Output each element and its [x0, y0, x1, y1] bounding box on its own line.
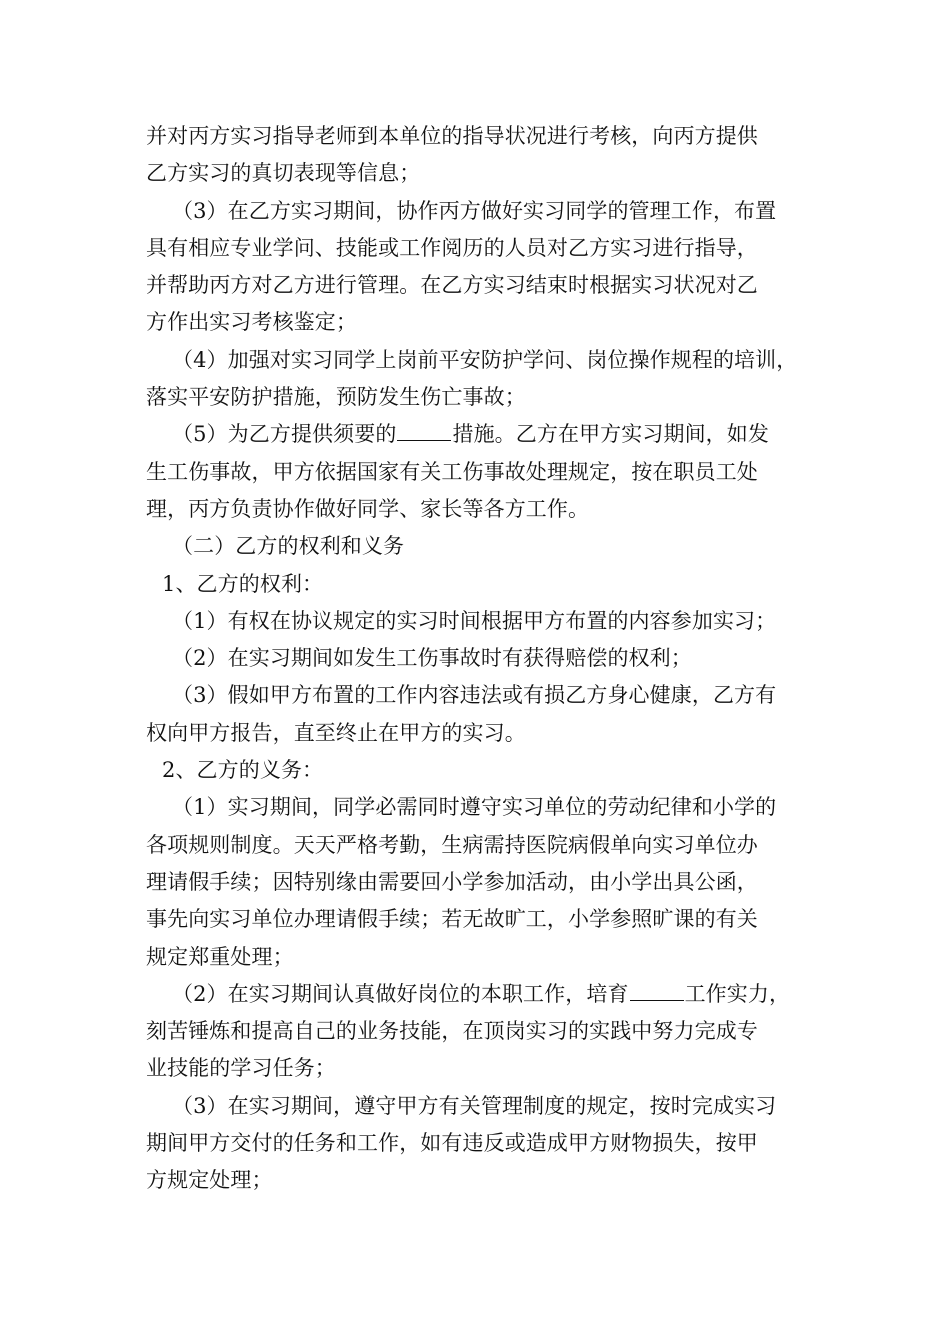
text-line: （1）实习期间，同学必需同时遵守实习单位的劳动纪律和小学的 [172, 795, 777, 820]
text-line-with-blank [146, 416, 818, 453]
text-line: 各项规则制度。天天严格考勤，生病需持医院病假单向实习单位办 [146, 832, 758, 857]
text-line: （3）在乙方实习期间，协作丙方做好实习同学的管理工作，布置 [172, 198, 777, 223]
text-line: 方作出实习考核鉴定； [146, 310, 357, 335]
text-line: 落实平安防护措施，预防发生伤亡事故； [146, 385, 526, 410]
text-line: 权向甲方报告，直至终止在甲方的实习。 [146, 720, 526, 745]
text-line: 乙方实习的真切表现等信息； [146, 161, 421, 186]
text-line: 业技能的学习任务； [146, 1056, 336, 1081]
text-line: （2）在实习期间如发生工伤事故时有获得赔偿的权利； [172, 646, 692, 671]
text-line-with-blank [146, 976, 818, 1013]
text-line: （4）加强对实习同学上岗前平安防护学问、岗位操作规程的培训， [172, 347, 798, 372]
text-segment: （2）在实习期间认真做好岗位的本职工作，培育 [172, 981, 629, 1006]
text-line: 刻苦锤炼和提高自己的业务技能，在顶岗实习的实践中努力完成专 [146, 1019, 758, 1044]
fill-in-blank [630, 978, 684, 1001]
subsection-heading: 2、乙方的义务： [162, 758, 324, 783]
text-segment: 工作实力， [684, 981, 791, 1006]
text-line: 理请假手续；因特别缘由需要回小学参加活动，由小学出具公函， [146, 869, 758, 894]
text-line: 理，丙方负责协作做好同学、家长等各方工作。 [146, 496, 590, 521]
text-segment: （5）为乙方提供须要的 [172, 422, 397, 447]
section-heading: （二）乙方的权利和义务 [172, 534, 405, 559]
text-line: （3）在实习期间，遵守甲方有关管理制度的规定，按时完成实习 [172, 1093, 777, 1118]
fill-in-blank [397, 418, 451, 441]
text-segment: 措施。乙方在甲方实习期间，如发 [452, 422, 769, 447]
text-line: 并帮助丙方对乙方进行管理。在乙方实习结束时根据实习状况对乙 [146, 273, 758, 298]
text-line: 方规定处理； [146, 1168, 273, 1193]
document-page [146, 118, 818, 1200]
text-line: 具有相应专业学问、技能或工作阅历的人员对乙方实习进行指导， [146, 235, 758, 260]
text-line: 期间甲方交付的任务和工作，如有违反或造成甲方财物损失，按甲 [146, 1131, 758, 1156]
text-line: 事先向实习单位办理请假手续；若无故旷工，小学参照旷课的有关 [146, 907, 758, 932]
text-line: （3）假如甲方布置的工作内容违法或有损乙方身心健康，乙方有 [172, 683, 777, 708]
text-line: （1）有权在协议规定的实习时间根据甲方布置的内容参加实习； [172, 608, 777, 633]
text-line: 生工伤事故，甲方依据国家有关工伤事故处理规定，按在职员工处 [146, 459, 758, 484]
subsection-heading: 1、乙方的权利： [162, 571, 324, 596]
text-line: 并对丙方实习指导老师到本单位的指导状况进行考核，向丙方提供 [146, 124, 758, 148]
text-line: 规定郑重处理； [146, 944, 294, 969]
